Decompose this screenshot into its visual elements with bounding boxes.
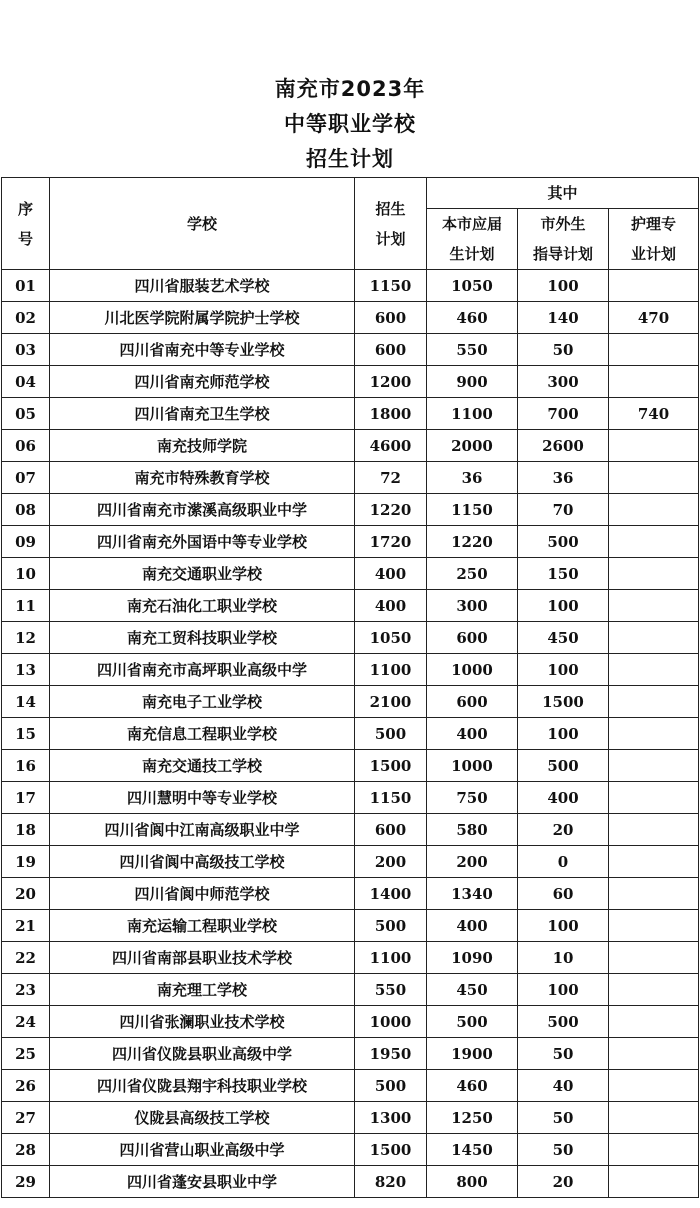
cell-local-plan: 250 bbox=[427, 558, 518, 590]
cell-nursing-plan bbox=[609, 366, 699, 398]
cell-nursing-plan bbox=[609, 814, 699, 846]
cell-local-plan: 750 bbox=[427, 782, 518, 814]
cell-local-plan: 1000 bbox=[427, 654, 518, 686]
header-outside-line2: 指导计划 bbox=[532, 245, 593, 263]
cell-plan: 500 bbox=[355, 718, 427, 750]
cell-local-plan: 200 bbox=[427, 846, 518, 878]
header-plan-line1: 招生 bbox=[375, 199, 406, 218]
table-row bbox=[2, 526, 699, 558]
cell-school: 南充理工学校 bbox=[50, 974, 355, 1006]
cell-local-plan: 460 bbox=[427, 1070, 518, 1102]
cell-nursing-plan bbox=[609, 494, 699, 526]
cell-local-plan: 900 bbox=[427, 366, 518, 398]
cell-nursing-plan bbox=[609, 526, 699, 558]
cell-outside-plan: 100 bbox=[518, 718, 609, 750]
table-row bbox=[2, 334, 699, 366]
cell-local-plan: 300 bbox=[427, 590, 518, 622]
header-plan-line2: 计划 bbox=[375, 229, 406, 248]
cell-outside-plan: 40 bbox=[518, 1070, 609, 1102]
cell-nursing-plan bbox=[609, 718, 699, 750]
cell-nursing-plan bbox=[609, 622, 699, 654]
cell-plan: 1050 bbox=[355, 622, 427, 654]
cell-local-plan: 500 bbox=[427, 1006, 518, 1038]
cell-school: 南充市特殊教育学校 bbox=[50, 462, 355, 494]
cell-plan: 1200 bbox=[355, 366, 427, 398]
cell-plan: 1220 bbox=[355, 494, 427, 526]
table-body bbox=[2, 270, 699, 1198]
cell-school: 南充交通技工学校 bbox=[50, 750, 355, 782]
cell-school: 四川省南充外国语中等专业学校 bbox=[50, 526, 355, 558]
cell-local-plan: 400 bbox=[427, 718, 518, 750]
cell-seq: 24 bbox=[2, 1006, 50, 1038]
header-local bbox=[427, 209, 518, 270]
cell-seq: 02 bbox=[2, 302, 50, 334]
cell-seq: 05 bbox=[2, 398, 50, 430]
table-row bbox=[2, 302, 699, 334]
table-row bbox=[2, 1070, 699, 1102]
enrollment-plan-table bbox=[1, 177, 699, 1198]
table-row bbox=[2, 846, 699, 878]
cell-outside-plan: 100 bbox=[518, 590, 609, 622]
cell-nursing-plan bbox=[609, 1166, 699, 1198]
header-nursing-line1: 护理专 bbox=[631, 215, 677, 233]
cell-seq: 06 bbox=[2, 430, 50, 462]
cell-outside-plan: 50 bbox=[518, 1134, 609, 1166]
cell-plan: 820 bbox=[355, 1166, 427, 1198]
cell-outside-plan: 300 bbox=[518, 366, 609, 398]
cell-plan: 1300 bbox=[355, 1102, 427, 1134]
cell-nursing-plan bbox=[609, 1006, 699, 1038]
cell-nursing-plan bbox=[609, 782, 699, 814]
header-school: 学校 bbox=[50, 178, 355, 270]
cell-school: 南充电子工业学校 bbox=[50, 686, 355, 718]
cell-seq: 08 bbox=[2, 494, 50, 526]
cell-local-plan: 1150 bbox=[427, 494, 518, 526]
cell-seq: 10 bbox=[2, 558, 50, 590]
cell-school: 四川省南充卫生学校 bbox=[50, 398, 355, 430]
cell-plan: 1150 bbox=[355, 782, 427, 814]
cell-local-plan: 450 bbox=[427, 974, 518, 1006]
table-row bbox=[2, 494, 699, 526]
cell-outside-plan: 50 bbox=[518, 1102, 609, 1134]
header-outside bbox=[518, 209, 609, 270]
cell-plan: 600 bbox=[355, 814, 427, 846]
cell-local-plan: 1450 bbox=[427, 1134, 518, 1166]
cell-local-plan: 460 bbox=[427, 302, 518, 334]
cell-school: 南充交通职业学校 bbox=[50, 558, 355, 590]
cell-plan: 1800 bbox=[355, 398, 427, 430]
cell-plan: 1100 bbox=[355, 942, 427, 974]
cell-school: 四川省仪陇县职业高级中学 bbox=[50, 1038, 355, 1070]
table-row bbox=[2, 686, 699, 718]
cell-school: 四川省南充师范学校 bbox=[50, 366, 355, 398]
cell-school: 南充技师学院 bbox=[50, 430, 355, 462]
cell-outside-plan: 100 bbox=[518, 270, 609, 302]
cell-plan: 600 bbox=[355, 302, 427, 334]
cell-plan: 1400 bbox=[355, 878, 427, 910]
cell-outside-plan: 100 bbox=[518, 654, 609, 686]
header-row-top bbox=[2, 178, 699, 209]
header-local-line2: 生计划 bbox=[449, 245, 495, 263]
document-title-block bbox=[0, 72, 700, 177]
header-nursing-line2: 业计划 bbox=[631, 245, 677, 263]
table-row bbox=[2, 1006, 699, 1038]
cell-local-plan: 2000 bbox=[427, 430, 518, 462]
cell-plan: 400 bbox=[355, 590, 427, 622]
cell-plan: 2100 bbox=[355, 686, 427, 718]
cell-nursing-plan bbox=[609, 1038, 699, 1070]
cell-outside-plan: 100 bbox=[518, 910, 609, 942]
cell-school: 南充信息工程职业学校 bbox=[50, 718, 355, 750]
cell-seq: 25 bbox=[2, 1038, 50, 1070]
cell-outside-plan: 70 bbox=[518, 494, 609, 526]
cell-seq: 12 bbox=[2, 622, 50, 654]
cell-nursing-plan bbox=[609, 942, 699, 974]
cell-school: 四川省张澜职业技术学校 bbox=[50, 1006, 355, 1038]
cell-local-plan: 550 bbox=[427, 334, 518, 366]
cell-school: 四川省阆中高级技工学校 bbox=[50, 846, 355, 878]
cell-seq: 04 bbox=[2, 366, 50, 398]
cell-outside-plan: 400 bbox=[518, 782, 609, 814]
cell-plan: 400 bbox=[355, 558, 427, 590]
cell-nursing-plan bbox=[609, 1102, 699, 1134]
cell-school: 四川省阆中江南高级职业中学 bbox=[50, 814, 355, 846]
cell-school: 四川省南部县职业技术学校 bbox=[50, 942, 355, 974]
table-row bbox=[2, 1134, 699, 1166]
table-row bbox=[2, 398, 699, 430]
header-group-among: 其中 bbox=[427, 178, 699, 209]
cell-seq: 09 bbox=[2, 526, 50, 558]
cell-plan: 72 bbox=[355, 462, 427, 494]
cell-nursing-plan bbox=[609, 270, 699, 302]
cell-seq: 17 bbox=[2, 782, 50, 814]
cell-local-plan: 600 bbox=[427, 686, 518, 718]
cell-local-plan: 1250 bbox=[427, 1102, 518, 1134]
cell-outside-plan: 450 bbox=[518, 622, 609, 654]
cell-seq: 23 bbox=[2, 974, 50, 1006]
cell-school: 四川省南充市高坪职业高级中学 bbox=[50, 654, 355, 686]
header-plan bbox=[355, 178, 427, 270]
cell-plan: 550 bbox=[355, 974, 427, 1006]
cell-outside-plan: 20 bbox=[518, 814, 609, 846]
cell-nursing-plan bbox=[609, 430, 699, 462]
header-outside-line1: 市外生 bbox=[540, 215, 586, 233]
cell-plan: 1150 bbox=[355, 270, 427, 302]
cell-seq: 14 bbox=[2, 686, 50, 718]
cell-outside-plan: 500 bbox=[518, 750, 609, 782]
cell-local-plan: 400 bbox=[427, 910, 518, 942]
title-school-type: 中等职业学校 bbox=[284, 112, 416, 136]
cell-seq: 15 bbox=[2, 718, 50, 750]
cell-plan: 1500 bbox=[355, 1134, 427, 1166]
cell-school: 四川慧明中等专业学校 bbox=[50, 782, 355, 814]
cell-plan: 1950 bbox=[355, 1038, 427, 1070]
cell-outside-plan: 36 bbox=[518, 462, 609, 494]
cell-seq: 26 bbox=[2, 1070, 50, 1102]
cell-seq: 19 bbox=[2, 846, 50, 878]
cell-seq: 20 bbox=[2, 878, 50, 910]
cell-plan: 1720 bbox=[355, 526, 427, 558]
title-city-year: 南充市2023年 bbox=[274, 77, 426, 101]
table-row bbox=[2, 430, 699, 462]
cell-seq: 27 bbox=[2, 1102, 50, 1134]
cell-nursing-plan bbox=[609, 334, 699, 366]
cell-outside-plan: 60 bbox=[518, 878, 609, 910]
table-row bbox=[2, 622, 699, 654]
cell-school: 南充工贸科技职业学校 bbox=[50, 622, 355, 654]
table-row bbox=[2, 1166, 699, 1198]
cell-school: 仪陇县高级技工学校 bbox=[50, 1102, 355, 1134]
cell-outside-plan: 0 bbox=[518, 846, 609, 878]
cell-nursing-plan bbox=[609, 654, 699, 686]
table-row bbox=[2, 814, 699, 846]
cell-seq: 18 bbox=[2, 814, 50, 846]
cell-nursing-plan bbox=[609, 910, 699, 942]
cell-seq: 01 bbox=[2, 270, 50, 302]
cell-outside-plan: 100 bbox=[518, 974, 609, 1006]
cell-outside-plan: 2600 bbox=[518, 430, 609, 462]
header-seq bbox=[2, 178, 50, 270]
header-seq-line2: 号 bbox=[17, 229, 33, 248]
cell-nursing-plan bbox=[609, 590, 699, 622]
cell-local-plan: 800 bbox=[427, 1166, 518, 1198]
cell-plan: 500 bbox=[355, 1070, 427, 1102]
cell-seq: 13 bbox=[2, 654, 50, 686]
table-row bbox=[2, 750, 699, 782]
table-row bbox=[2, 654, 699, 686]
table-row bbox=[2, 718, 699, 750]
cell-seq: 11 bbox=[2, 590, 50, 622]
cell-outside-plan: 150 bbox=[518, 558, 609, 590]
cell-seq: 21 bbox=[2, 910, 50, 942]
table-row bbox=[2, 910, 699, 942]
table-row bbox=[2, 590, 699, 622]
cell-plan: 1000 bbox=[355, 1006, 427, 1038]
cell-school: 四川省南充市潆溪高级职业中学 bbox=[50, 494, 355, 526]
cell-seq: 22 bbox=[2, 942, 50, 974]
cell-nursing-plan bbox=[609, 974, 699, 1006]
table-header bbox=[2, 178, 699, 270]
cell-local-plan: 600 bbox=[427, 622, 518, 654]
table-row bbox=[2, 1038, 699, 1070]
cell-nursing-plan bbox=[609, 686, 699, 718]
cell-school: 川北医学院附属学院护士学校 bbox=[50, 302, 355, 334]
cell-local-plan: 1000 bbox=[427, 750, 518, 782]
table-row bbox=[2, 1102, 699, 1134]
header-seq-line1: 序 bbox=[17, 199, 33, 218]
table-row bbox=[2, 782, 699, 814]
title-enrollment-plan: 招生计划 bbox=[306, 147, 394, 171]
cell-outside-plan: 50 bbox=[518, 1038, 609, 1070]
cell-plan: 1500 bbox=[355, 750, 427, 782]
cell-nursing-plan bbox=[609, 462, 699, 494]
cell-school: 四川省仪陇县翔宇科技职业学校 bbox=[50, 1070, 355, 1102]
cell-seq: 07 bbox=[2, 462, 50, 494]
cell-school: 四川省服装艺术学校 bbox=[50, 270, 355, 302]
cell-seq: 28 bbox=[2, 1134, 50, 1166]
cell-seq: 29 bbox=[2, 1166, 50, 1198]
cell-outside-plan: 500 bbox=[518, 1006, 609, 1038]
cell-local-plan: 1900 bbox=[427, 1038, 518, 1070]
cell-plan: 600 bbox=[355, 334, 427, 366]
cell-nursing-plan bbox=[609, 1070, 699, 1102]
cell-nursing-plan: 740 bbox=[609, 398, 699, 430]
cell-local-plan: 36 bbox=[427, 462, 518, 494]
cell-outside-plan: 700 bbox=[518, 398, 609, 430]
cell-local-plan: 1090 bbox=[427, 942, 518, 974]
cell-school: 四川省南充中等专业学校 bbox=[50, 334, 355, 366]
cell-outside-plan: 50 bbox=[518, 334, 609, 366]
cell-local-plan: 580 bbox=[427, 814, 518, 846]
cell-outside-plan: 10 bbox=[518, 942, 609, 974]
cell-seq: 03 bbox=[2, 334, 50, 366]
cell-local-plan: 1220 bbox=[427, 526, 518, 558]
header-local-line1: 本市应届 bbox=[441, 215, 502, 233]
cell-nursing-plan: 470 bbox=[609, 302, 699, 334]
table-row bbox=[2, 558, 699, 590]
cell-school: 四川省阆中师范学校 bbox=[50, 878, 355, 910]
cell-local-plan: 1340 bbox=[427, 878, 518, 910]
cell-outside-plan: 140 bbox=[518, 302, 609, 334]
cell-local-plan: 1050 bbox=[427, 270, 518, 302]
cell-school: 南充运输工程职业学校 bbox=[50, 910, 355, 942]
cell-school: 南充石油化工职业学校 bbox=[50, 590, 355, 622]
cell-seq: 16 bbox=[2, 750, 50, 782]
table-row bbox=[2, 462, 699, 494]
cell-plan: 1100 bbox=[355, 654, 427, 686]
cell-plan: 4600 bbox=[355, 430, 427, 462]
header-nursing bbox=[609, 209, 699, 270]
table-row bbox=[2, 974, 699, 1006]
cell-school: 四川省蓬安县职业中学 bbox=[50, 1166, 355, 1198]
cell-plan: 200 bbox=[355, 846, 427, 878]
cell-plan: 500 bbox=[355, 910, 427, 942]
cell-nursing-plan bbox=[609, 750, 699, 782]
cell-nursing-plan bbox=[609, 846, 699, 878]
table-row bbox=[2, 942, 699, 974]
cell-outside-plan: 1500 bbox=[518, 686, 609, 718]
table-row bbox=[2, 270, 699, 302]
cell-nursing-plan bbox=[609, 1134, 699, 1166]
table-row bbox=[2, 366, 699, 398]
cell-nursing-plan bbox=[609, 558, 699, 590]
cell-local-plan: 1100 bbox=[427, 398, 518, 430]
cell-outside-plan: 500 bbox=[518, 526, 609, 558]
cell-nursing-plan bbox=[609, 878, 699, 910]
table-row bbox=[2, 878, 699, 910]
cell-school: 四川省营山职业高级中学 bbox=[50, 1134, 355, 1166]
cell-outside-plan: 20 bbox=[518, 1166, 609, 1198]
